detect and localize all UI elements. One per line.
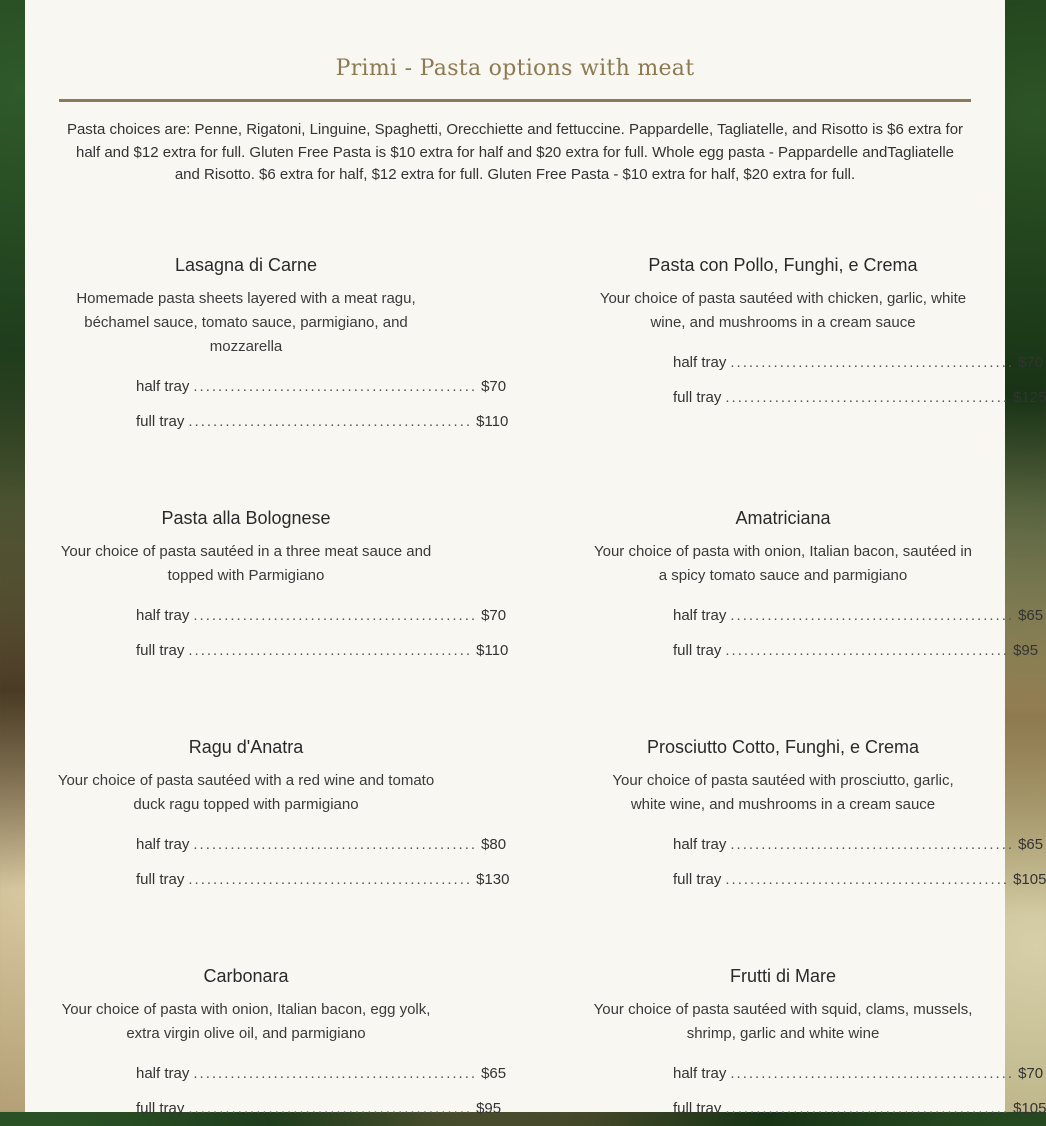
item-description: Your choice of pasta sautéed with a red wine and tomato duck ragu topped with parmigiano <box>57 772 435 813</box>
dot-leader: .............................................. <box>730 1065 1015 1082</box>
price-value: $105 <box>1013 1100 1046 1117</box>
title-divider <box>59 99 971 102</box>
dot-leader: .............................................. <box>730 607 1015 624</box>
price-value: $70 <box>481 378 507 395</box>
half-tray-price-row <box>136 598 507 633</box>
full-tray-price-row <box>673 1091 1046 1126</box>
section-title: Primi - Pasta options with meat <box>335 56 695 81</box>
full-tray-price-row <box>136 1091 502 1126</box>
item-name: Frutti di Mare <box>729 966 837 986</box>
price-value: $70 <box>1018 354 1044 371</box>
price-label: half tray <box>673 354 727 371</box>
price-value: $65 <box>481 1065 507 1082</box>
full-tray-price-row <box>136 862 510 897</box>
item-description: Your choice of pasta with onion, Italian bacon, egg yolk, extra virgin olive oil, and parmigiano <box>61 1001 431 1042</box>
item-description: Your choice of pasta sautéed with prosciutto, garlic, white wine, and mushrooms in a cream sauce <box>612 772 954 813</box>
price-label: full tray <box>673 389 722 406</box>
price-label: full tray <box>136 642 185 659</box>
item-name: Prosciutto Cotto, Funghi, e Crema <box>646 737 920 757</box>
item-name: Lasagna di Carne <box>174 255 318 275</box>
dot-leader: .............................................. <box>730 836 1015 853</box>
price-label: half tray <box>136 836 190 853</box>
item-description: Homemade pasta sheets layered with a meat ragu, béchamel sauce, tomato sauce, parmigiano, and mozzarella <box>76 290 416 355</box>
dot-leader: .............................................. <box>730 354 1015 371</box>
dot-leader: .............................................. <box>188 413 473 430</box>
half-tray-price-row <box>136 827 507 862</box>
price-label: full tray <box>136 1100 185 1117</box>
full-tray-price-row <box>136 633 509 668</box>
price-value: $95 <box>476 1100 502 1117</box>
full-tray-price-row <box>673 633 1039 668</box>
dot-leader: .............................................. <box>193 836 478 853</box>
menu-item-amatriciana <box>583 506 1044 668</box>
item-description: Your choice of pasta with onion, Italian bacon, sautéed in a spicy tomato sauce and parmigiano <box>593 543 973 584</box>
half-tray-price-row <box>136 1056 507 1091</box>
dot-leader: .............................................. <box>188 871 473 888</box>
dot-leader: .............................................. <box>725 871 1010 888</box>
price-value: $95 <box>1013 642 1039 659</box>
price-label: full tray <box>673 642 722 659</box>
item-description: Your choice of pasta sautéed with chicken, garlic, white wine, and mushrooms in a cream sauce <box>599 290 967 331</box>
item-description: Your choice of pasta sautéed in a three meat sauce and topped with Parmigiano <box>60 543 432 584</box>
dot-leader: .............................................. <box>725 1100 1010 1117</box>
menu-item-ragu-danatra <box>46 735 510 897</box>
menu-item-carbonara <box>46 964 507 1126</box>
price-value: $80 <box>481 836 507 853</box>
menu-item-prosciutto-cotto <box>583 735 1046 897</box>
menu-item-pasta-alla-bolognese <box>46 506 509 668</box>
item-name: Carbonara <box>203 966 289 986</box>
menu-item-lasagna-di-carne <box>46 253 509 439</box>
price-label: full tray <box>673 871 722 888</box>
half-tray-price-row <box>136 369 507 404</box>
dot-leader: .............................................. <box>725 642 1010 659</box>
price-label: half tray <box>673 1065 727 1082</box>
pasta-choices-note: Pasta choices are: Penne, Rigatoni, Linguine, Spaghetti, Orecchiette and fettuccine. Pappardelle, Tagliatelle, and Risotto is $6 extra for half and $12 extra for full. Gluten Free Pasta is $10 extra for half and $20 extra for full. Whole egg pasta - Pappardelle andTagliatelle and Risotto. $6 extra for half, $12 extra for full. Gluten Free Pasta - $10 extra for half, $20 extra for full. <box>66 121 964 183</box>
price-label: half tray <box>136 1065 190 1082</box>
price-value: $105 <box>1013 871 1046 888</box>
dot-leader: .............................................. <box>188 642 473 659</box>
price-value: $125 <box>1013 389 1046 406</box>
price-value: $130 <box>476 871 510 888</box>
dot-leader: .............................................. <box>193 607 478 624</box>
price-value: $110 <box>476 413 509 430</box>
dot-leader: .............................................. <box>193 378 478 395</box>
price-label: full tray <box>136 871 185 888</box>
price-value: $70 <box>1018 1065 1044 1082</box>
menu-item-pasta-con-pollo <box>583 253 1046 415</box>
price-value: $70 <box>481 607 507 624</box>
price-value: $65 <box>1018 607 1044 624</box>
item-description: Your choice of pasta sautéed with squid, clams, mussels, shrimp, garlic and white wine <box>593 1001 973 1042</box>
half-tray-price-row <box>673 345 1044 380</box>
full-tray-price-row <box>673 862 1046 897</box>
dot-leader: .............................................. <box>725 389 1010 406</box>
half-tray-price-row <box>673 598 1044 633</box>
price-label: full tray <box>673 1100 722 1117</box>
menu-panel <box>25 0 1046 1117</box>
item-name: Pasta alla Bolognese <box>161 508 331 528</box>
price-value: $110 <box>476 642 509 659</box>
half-tray-price-row <box>673 1056 1044 1091</box>
full-tray-price-row <box>673 380 1046 415</box>
price-label: half tray <box>136 607 190 624</box>
price-label: half tray <box>136 378 190 395</box>
price-label: full tray <box>136 413 185 430</box>
item-name: Pasta con Pollo, Funghi, e Crema <box>648 255 918 275</box>
price-label: half tray <box>673 607 727 624</box>
menu-item-frutti-di-mare <box>583 964 1046 1126</box>
dot-leader: .............................................. <box>193 1065 478 1082</box>
price-value: $65 <box>1018 836 1044 853</box>
item-name: Ragu d'Anatra <box>188 737 304 757</box>
full-tray-price-row <box>136 404 509 439</box>
price-label: half tray <box>673 836 727 853</box>
half-tray-price-row <box>673 827 1044 862</box>
item-name: Amatriciana <box>735 508 831 528</box>
dot-leader: .............................................. <box>188 1100 473 1117</box>
